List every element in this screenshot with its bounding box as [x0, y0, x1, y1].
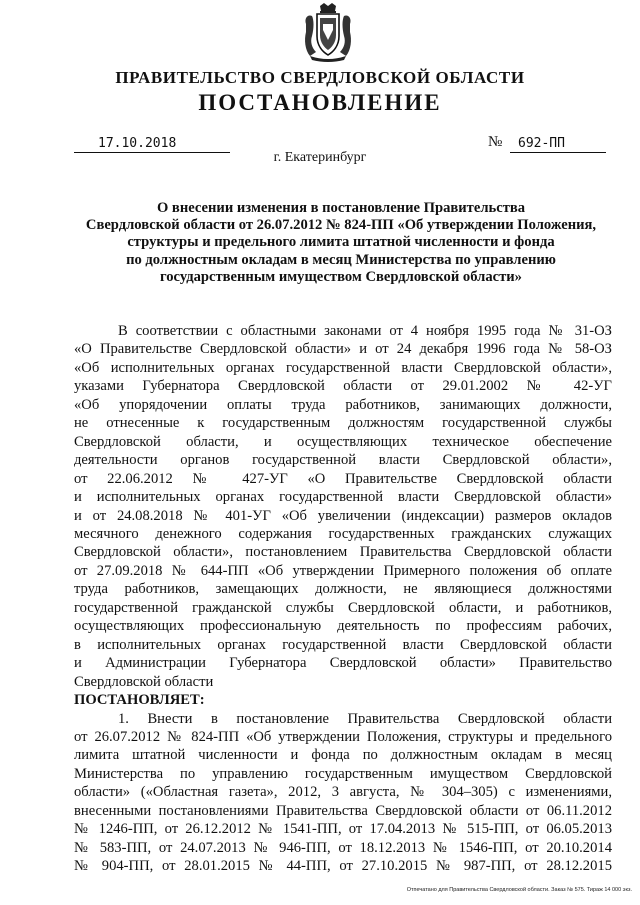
preamble-line: указами Губернатора Свердловской области от 29.01.2002 № 42-УГ	[74, 378, 612, 395]
document-body	[74, 322, 612, 876]
document-subject	[74, 200, 608, 286]
preamble-line: «Об упорядочении оплаты труда работников, занимающих должности,	[74, 396, 612, 413]
preamble-line: деятельности органов государственной власти Свердловской области»,	[74, 452, 612, 469]
item-line: № 1246-ПП, от 26.12.2012 № 1541-ПП, от 17.04.2013 № 515-ПП, от 06.05.2013	[74, 821, 612, 838]
preamble-line: в исполнительных органах государственной власти Свердловской области	[74, 636, 612, 653]
preamble-line: государственной гражданской службы Свердловской области, и работников,	[74, 599, 612, 616]
subject-line: по должностным окладам в месяц Министерства по управлению	[126, 251, 556, 268]
print-footer-note: Отпечатано для Правительства Свердловской области. Заказ № 575. Тираж 14 000 экз.	[406, 887, 632, 893]
preamble-line: осуществляющих профессиональную деятельность по профессиям рабочих,	[74, 618, 612, 635]
preamble-line: не отнесенные к государственным должностям государственной службы	[74, 415, 612, 432]
item-line: лимита штатной численности и фонда по должностным окладам в месяц	[74, 747, 612, 764]
item-line: № 583-ПП, от 24.07.2013 № 946-ПП, от 18.12.2013 № 1546-ПП, от 20.10.2014	[74, 839, 612, 856]
preamble-line: от 22.06.2012 № 427-УГ «О Правительстве Свердловской области	[74, 470, 612, 487]
item-line: внесенными постановлениями Правительства Свердловской области от 06.11.2012	[74, 802, 612, 819]
item-line: № 904-ПП, от 28.01.2015 № 44-ПП, от 27.10.2015 № 987-ПП, от 28.12.2015	[74, 858, 612, 875]
preamble-line: Свердловской области», постановлением Правительства Свердловской области	[74, 544, 612, 561]
document-number: 692-ПП	[510, 136, 606, 153]
city: г. Екатеринбург	[273, 150, 367, 165]
subject-line: государственным имуществом Свердловской области»	[160, 268, 522, 285]
preamble-line: месячного денежного содержания государственных гражданских служащих	[74, 525, 612, 542]
preamble-line: «О Правительстве Свердловской области» и от 24 декабря 1996 года № 58-ОЗ	[74, 341, 612, 358]
preamble-line: Свердловской области	[74, 673, 214, 690]
preamble-line: «Об исполнительных органах государственной власти Свердловской области»,	[74, 359, 612, 376]
resolves-heading: ПОСТАНОВЛЯЕТ:	[74, 692, 205, 709]
item-line: Министерства по управлению государственным имуществом Свердловской	[74, 765, 612, 782]
document-date: 17.10.2018	[74, 136, 230, 153]
government-title: ПРАВИТЕЛЬСТВО СВЕРДЛОВСКОЙ ОБЛАСТИ	[115, 68, 525, 87]
preamble-line: и Администрации Губернатора Свердловской области» Правительство	[74, 655, 612, 672]
preamble-line: от 27.09.2018 № 644-ПП «Об утверждении Примерного положения об оплате	[74, 562, 612, 579]
subject-line: структуры и предельного лимита штатной численности и фонда	[127, 234, 555, 251]
subject-line: О внесении изменения в постановление Правительства	[156, 200, 526, 216]
subject-line: Свердловской области от 26.07.2012 № 824-ПП «Об утверждении Положения,	[85, 217, 597, 234]
preamble-line: Свердловской области, и осуществляющих техническое обеспечение	[74, 433, 612, 450]
preamble-line: труда работников, замещающих должности, не являющиеся должностями	[74, 581, 612, 598]
sverdlovsk-coat-of-arms-icon	[300, 2, 356, 62]
number-sign: №	[488, 134, 503, 150]
document-type: ПОСТАНОВЛЕНИЕ	[198, 90, 442, 115]
item-line: области» («Областная газета», 2012, 3 августа, № 304–305) с изменениями,	[74, 784, 612, 801]
preamble-line: В соответствии с областными законами от 4 ноября 1995 года № 31-ОЗ	[118, 323, 612, 339]
preamble-line: и исполнительных органах государственной власти Свердловской области»	[74, 489, 612, 506]
item-line: 1. Внести в постановление Правительства Свердловской области	[118, 710, 612, 727]
preamble-line: и от 24.08.2018 № 401-УГ «Об увеличении (индексации) размеров окладов	[74, 507, 612, 524]
item-line: от 26.07.2012 № 824-ПП «Об утверждении Положения, структуры и предельного	[74, 728, 612, 745]
